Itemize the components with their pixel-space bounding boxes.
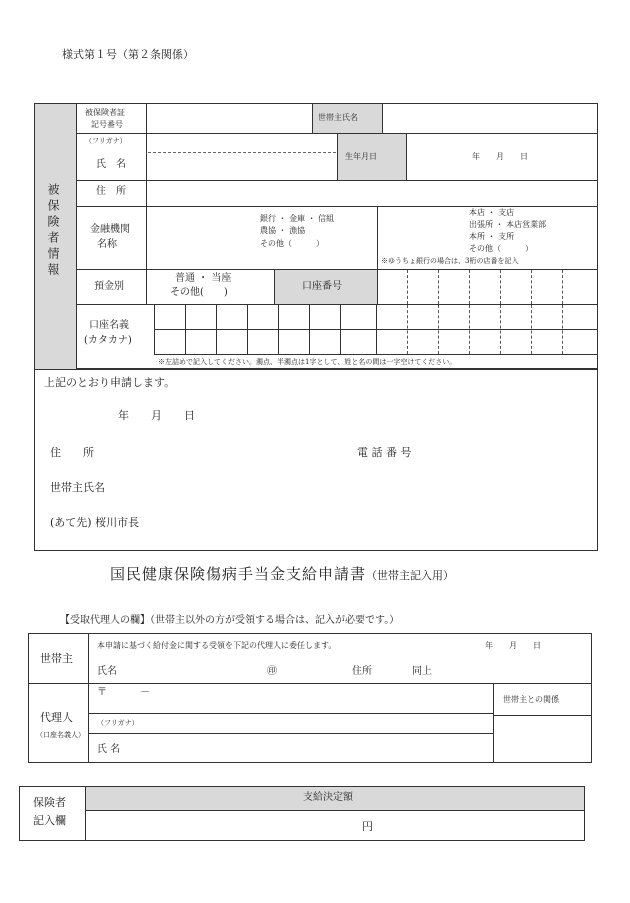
insured-info-label: 被保険者情報 bbox=[46, 183, 60, 279]
applicant-address-label: 住 所 bbox=[50, 446, 94, 459]
delegation-date: 年 月 日 bbox=[485, 641, 541, 650]
account-number-label: 口座番号 bbox=[302, 281, 342, 292]
bank-type-3: その他（ ） bbox=[260, 239, 324, 248]
agent-note: （口座名義人） bbox=[36, 731, 85, 739]
agent-furigana-label: （フリガナ） bbox=[97, 719, 139, 727]
proxy-heading: 【受取代理人の欄】（世帯主以外の方が受領する場合は、記入が必要です。） bbox=[60, 615, 400, 626]
account-holder-label-1: 口座名義 bbox=[89, 320, 129, 331]
bank-type-2: 農協 ・ 漁協 bbox=[260, 226, 306, 235]
form-code: 様式第１号（第２条関係） bbox=[62, 48, 194, 61]
bank-type-1: 銀行 ・ 金庫 ・ 信組 bbox=[260, 214, 335, 223]
amount-label: 支給決定額 bbox=[303, 792, 353, 803]
householder-name-label: 世帯主氏名 bbox=[318, 113, 358, 122]
proxy-householder-label: 世帯主 bbox=[40, 652, 73, 665]
applicant-phone-label: 電 話 番 号 bbox=[357, 446, 412, 459]
branch-type-1: 本店 ・ 支店 bbox=[469, 208, 515, 217]
branch-type-3: 本所 ・ 支所 bbox=[469, 232, 515, 241]
applicant-householder-label: 世帯主氏名 bbox=[50, 481, 105, 494]
proxy-name-label: 氏名 bbox=[97, 666, 117, 677]
application-date: 年 月 日 bbox=[118, 409, 195, 422]
birthdate-label: 生年月日 bbox=[345, 152, 377, 161]
form-title bbox=[110, 565, 454, 584]
name-label: 氏 名 bbox=[96, 159, 126, 170]
deposit-type-option-2: その他( ) bbox=[170, 287, 228, 298]
insurance-number-label-1: 被保険者証 bbox=[85, 108, 125, 117]
same-as-above: 同上 bbox=[412, 666, 432, 677]
furigana-label: （フリガナ） bbox=[85, 137, 127, 145]
address-label: 住 所 bbox=[96, 186, 126, 197]
relation-label: 世帯主との関係 bbox=[503, 695, 559, 704]
insurer-label-1: 保険者 bbox=[33, 796, 66, 809]
katakana-note: ※左詰めで記入してください。濁点、半濁点は1字として、姓と名の間は一字空けてください。 bbox=[158, 358, 457, 366]
insurance-number-label-2: 記号番号 bbox=[91, 120, 123, 129]
yucho-note: ※ゆうちょ銀行の場合は、3桁の店番を記入 bbox=[381, 257, 519, 265]
form-title-suffix: （世帯主記入用） bbox=[366, 569, 455, 582]
branch-type-2: 出張所 ・ 本店営業部 bbox=[469, 220, 547, 229]
form-title-main: 国民健康保険傷病手当金支給申請書 bbox=[110, 565, 367, 583]
insurer-label-2: 記入欄 bbox=[33, 814, 66, 827]
birthdate-format: 年 月 日 bbox=[472, 152, 528, 161]
proxy-address-label: 住所 bbox=[352, 666, 372, 677]
application-statement: 上記のとおり申請します。 bbox=[44, 376, 176, 389]
deposit-type-option-1: 普通 ・ 当座 bbox=[175, 273, 232, 284]
branch-type-4: その他（ ） bbox=[469, 244, 533, 253]
deposit-type-label: 預金別 bbox=[94, 281, 124, 292]
agent-name-label: 氏 名 bbox=[97, 744, 121, 755]
addressee: (あて先) 桜川市長 bbox=[50, 516, 140, 529]
bank-label-1: 金融機関 bbox=[90, 224, 130, 235]
yen-label: 円 bbox=[362, 820, 373, 833]
account-holder-label-2: (カタカナ) bbox=[84, 335, 132, 346]
postal-dash: － bbox=[140, 687, 150, 698]
agent-label: 代理人 bbox=[40, 711, 73, 724]
delegation-text: 本申請に基づく給付金に関する受領を下記の代理人に委任します。 bbox=[97, 641, 337, 650]
bank-label-2: 名称 bbox=[97, 239, 117, 250]
seal-mark: ㊞ bbox=[267, 666, 277, 677]
postal-mark: 〒 bbox=[97, 687, 107, 698]
